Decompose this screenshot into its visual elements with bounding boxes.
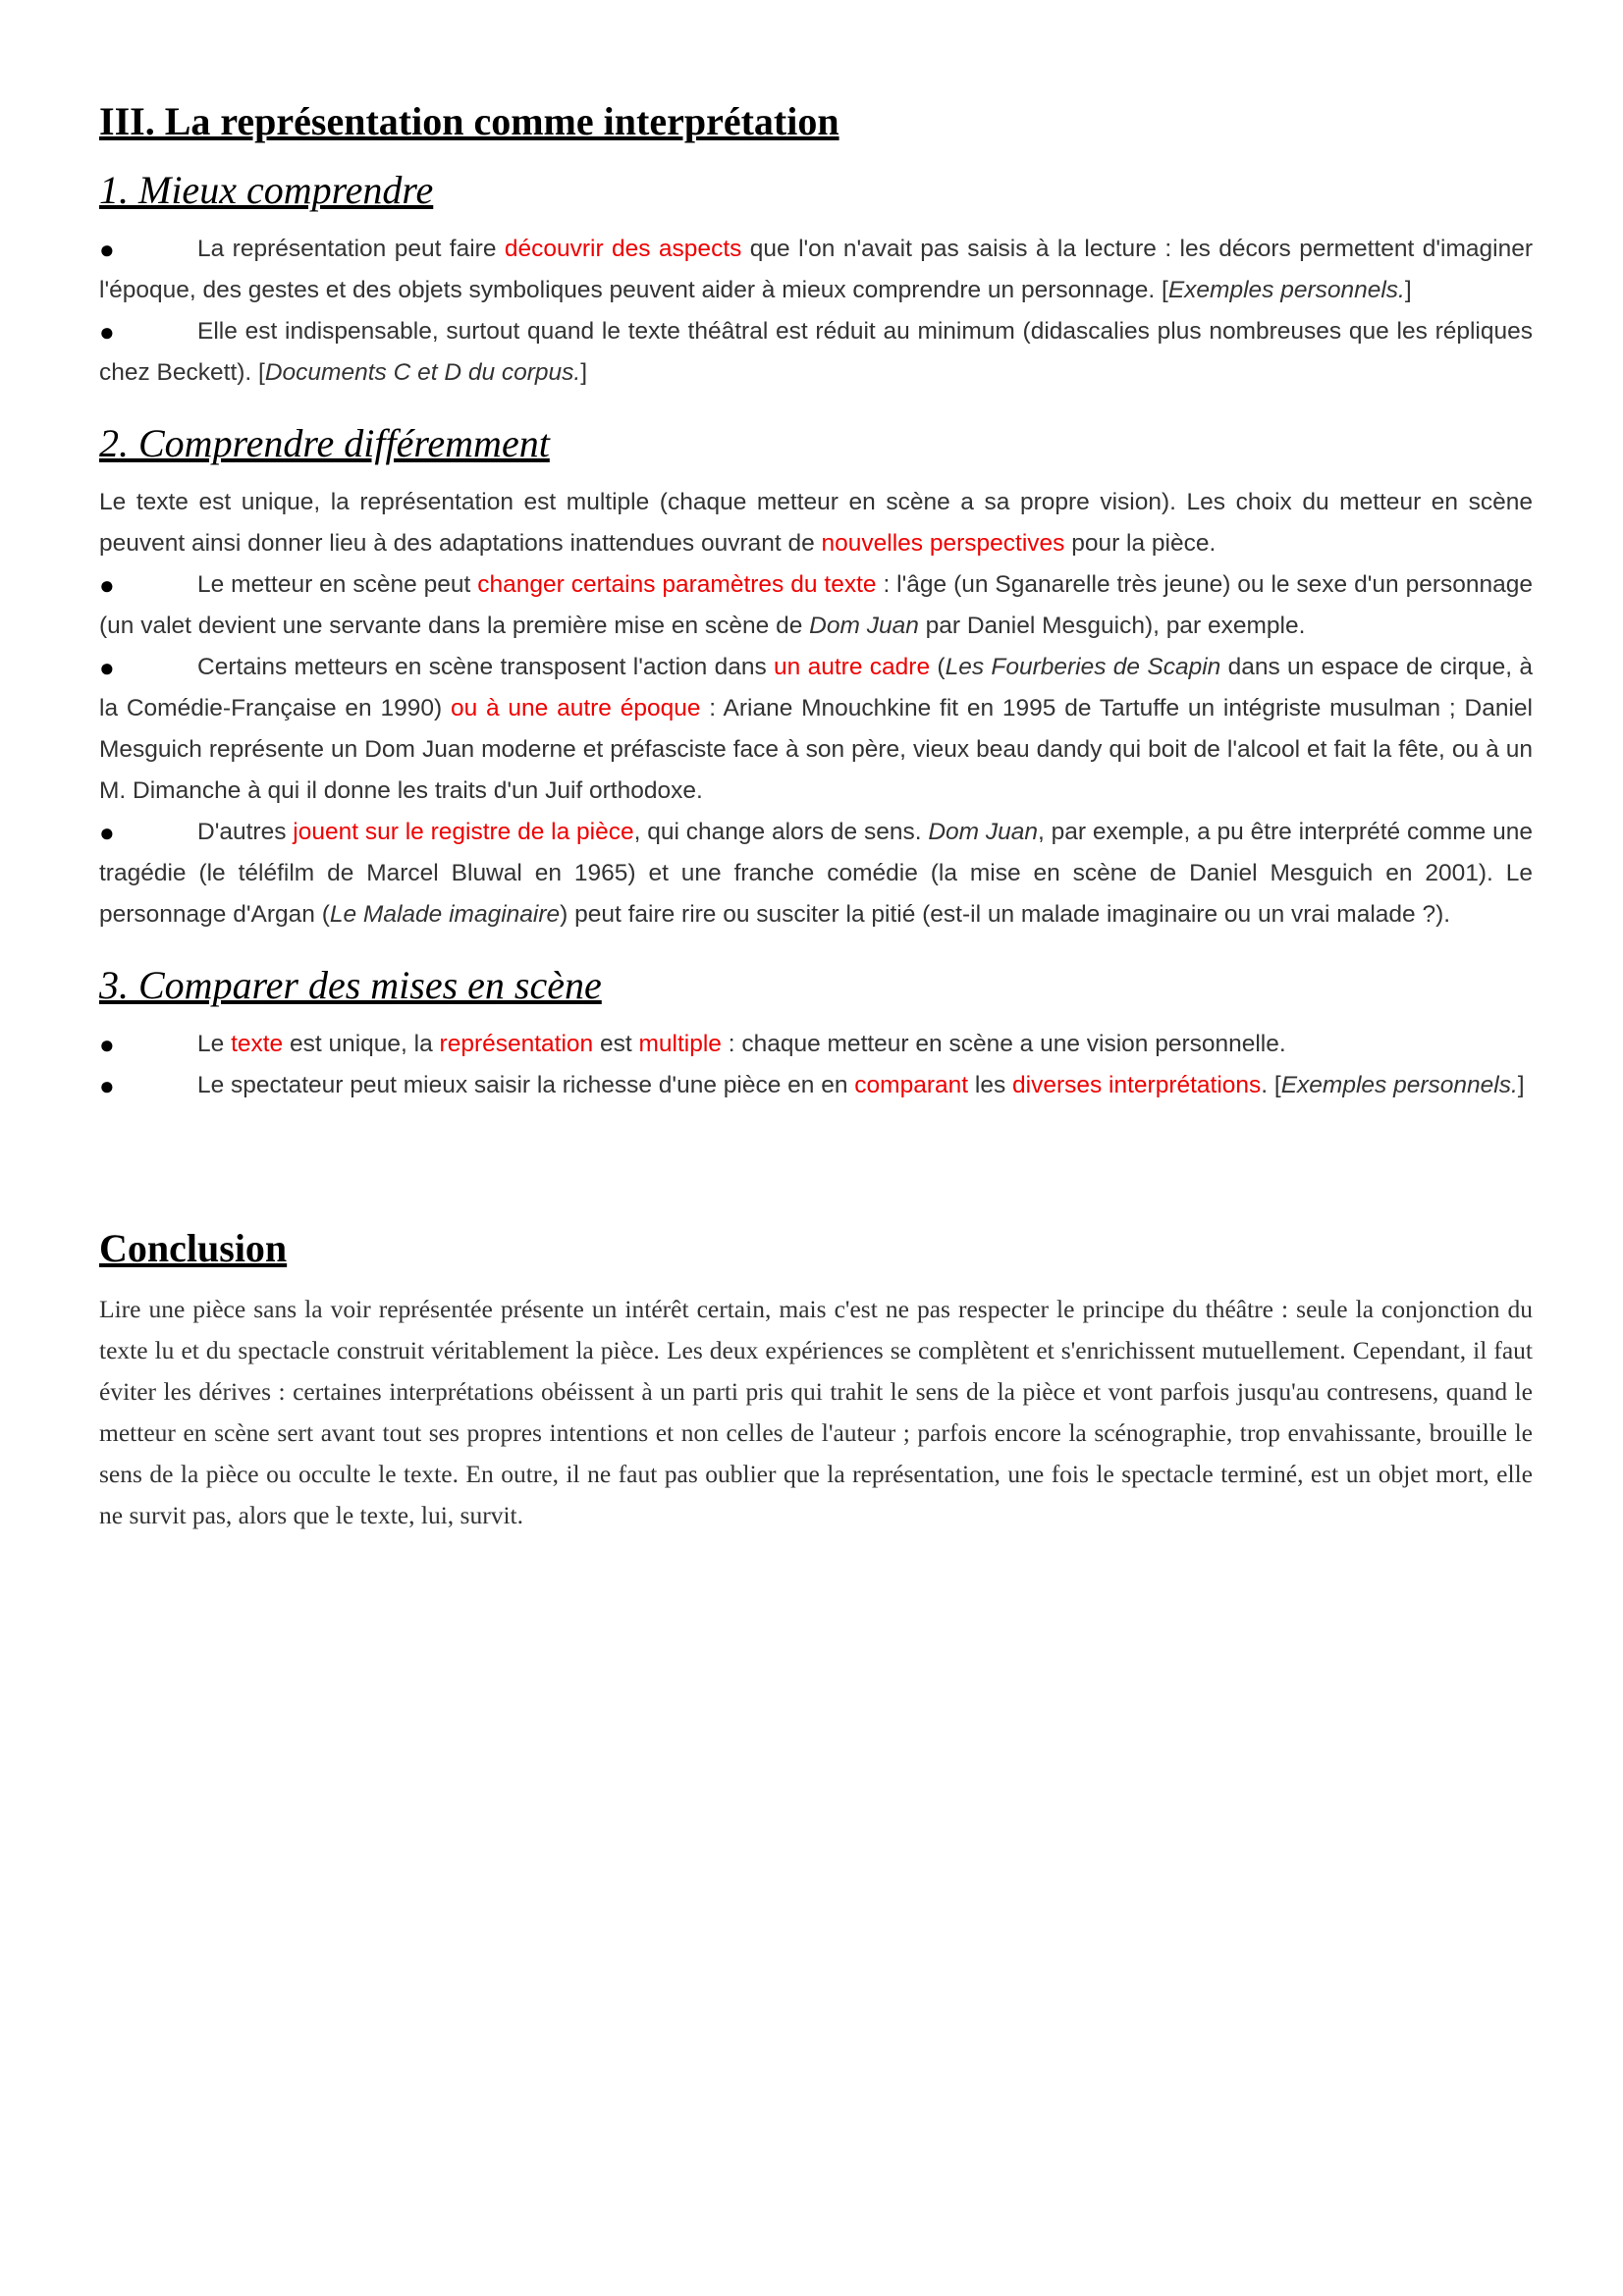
italic-text: Exemples personnels. (1280, 1072, 1518, 1098)
italic-text: Dom Juan (928, 819, 1038, 845)
bullet-paragraph: ● Elle est indispensable, surtout quand le texte théâtral est réduit au minimum (didascalies plus nombreuses que les répliques chez Beckett). [Documents C et D du corpus.] (99, 311, 1533, 394)
italic-text: Les Fourberies de Scapin (945, 654, 1221, 680)
intro-paragraph: Le texte est unique, la représentation est multiple (chaque metteur en scène a sa propre vision). Les choix du metteur en scène peuvent ainsi donner lieu à des adaptations inattendues ouvrant de nouvelles perspectives pour la pièce. (99, 489, 1533, 557)
bullet-paragraph: ● Le texte est unique, la représentation est multiple : chaque metteur en scène a une vision personnelle. (99, 1024, 1533, 1065)
conclusion-heading: Conclusion (99, 1226, 288, 1270)
italic-text: Dom Juan (809, 613, 919, 639)
highlight-text: changer certains paramètres du texte (477, 571, 877, 598)
highlight-text: diverses interprétations (1012, 1072, 1262, 1098)
italic-text: Exemples personnels. (1167, 277, 1405, 303)
section-heading: III. La représentation comme interprétation (99, 99, 839, 143)
bullet-paragraph: ● Le spectateur peut mieux saisir la richesse d'une pièce en en comparant les diverses interprétations. [Exemples personnels.] (99, 1065, 1533, 1106)
bullet-icon: ● (99, 818, 115, 847)
highlight-text: découvrir des aspects (504, 236, 742, 262)
bullet-icon: ● (99, 235, 115, 264)
subsection-heading-3: 3. Comparer des mises en scène (99, 963, 602, 1007)
highlight-text: un autre cadre (774, 654, 931, 680)
highlight-text: nouvelles perspectives (821, 530, 1065, 557)
highlight-text: jouent sur le registre de la pièce (293, 819, 634, 845)
highlight-text: comparant (854, 1072, 969, 1098)
highlight-text: multiple (638, 1031, 722, 1057)
subsection-heading-1: 1. Mieux comprendre (99, 168, 434, 212)
bullet-icon: ● (99, 1071, 115, 1100)
bullet-paragraph: ● Le metteur en scène peut changer certains paramètres du texte : l'âge (un Sganarelle très jeune) ou le sexe d'un personnage (un valet devient une servante dans la première mise en scène de Dom Juan par Daniel Mesguich), par exemple. (99, 564, 1533, 647)
bullet-icon: ● (99, 1030, 115, 1059)
bullet-paragraph: ● Certains metteurs en scène transposent l'action dans un autre cadre (Les Fourberies de Scapin dans un espace de cirque, à la Comédie-Française en 1990) ou à une autre époque : Ariane Mnouchkine fit en 1995 de Tartuffe un intégriste musulman ; Daniel Mesguich représente un Dom Juan moderne et préfasciste face à son père, vieux beau dandy qui boit de l'alcool et fait la fête, ou à un M. Dimanche à qui il donne les traits d'un Juif orthodoxe. (99, 647, 1533, 812)
highlight-text: représentation (439, 1031, 594, 1057)
highlight-text: texte (231, 1031, 284, 1057)
document-page (99, 93, 1533, 1536)
bullet-icon: ● (99, 570, 115, 600)
bullet-paragraph: ● D'autres jouent sur le registre de la pièce, qui change alors de sens. Dom Juan, par exemple, a pu être interprété comme une tragédie (le téléfilm de Marcel Bluwal en 1965) et une franche comédie (la mise en scène de Daniel Mesguich en 2001). Le personnage d'Argan (Le Malade imaginaire) peut faire rire ou susciter la pitié (est-il un malade imaginaire ou un vrai malade ?). (99, 812, 1533, 935)
bullet-paragraph: ● La représentation peut faire découvrir des aspects que l'on n'avait pas saisis à la lecture : les décors permettent d'imaginer l'époque, des gestes et des objets symboliques peuvent aider à mieux comprendre un personnage. [Exemples personnels.] (99, 229, 1533, 311)
subsection-heading-2: 2. Comprendre différemment (99, 421, 550, 465)
bullet-icon: ● (99, 317, 115, 347)
italic-text: Le Malade imaginaire (329, 901, 561, 928)
italic-text: Documents C et D du corpus. (264, 359, 581, 386)
highlight-text: ou à une autre époque (450, 695, 701, 721)
conclusion-paragraph: Lire une pièce sans la voir représentée présente un intérêt certain, mais c'est ne pas respecter le principe du théâtre : seule la conjonction du texte lu et du spectacle construit véritablement la pièce. Les deux expériences se complètent et s'enrichissent mutuellement. Cependant, il faut éviter les dérives : certaines interprétations obéissent à un parti pris qui trahit le sens de la pièce et vont parfois jusqu'au contresens, quand le metteur en scène sert avant tout ses propres intentions et non celles de l'auteur ; parfois encore la scénographie, trop envahissante, brouille le sens de la pièce ou occulte le texte. En outre, il ne faut pas oublier que la représentation, une fois le spectacle terminé, est un objet mort, elle ne survit pas, alors que le texte, lui, survit. (99, 1295, 1533, 1529)
bullet-icon: ● (99, 653, 115, 682)
